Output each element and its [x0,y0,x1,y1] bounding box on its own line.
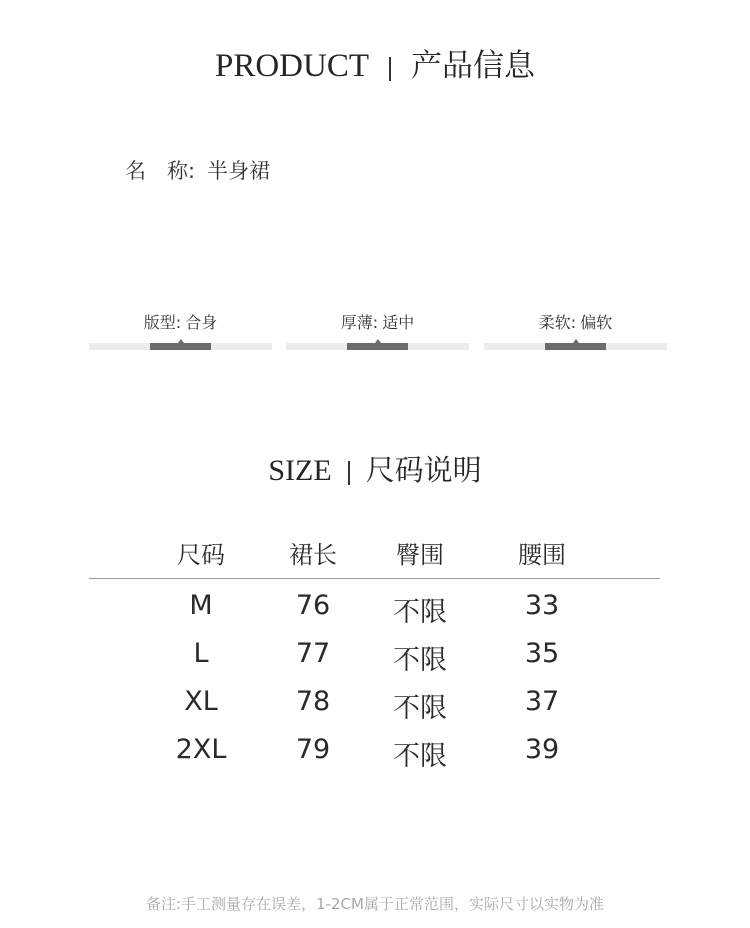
slider-pointer-icon [178,339,184,343]
table-header-size: 尺码 [177,541,225,569]
table-cell: 不限 [393,693,447,724]
table-cell: 33 [524,590,560,621]
table-cell: 76 [295,590,331,621]
table-cell: 不限 [393,597,447,628]
title-separator [389,57,391,81]
table-cell: M [189,590,213,621]
attribute-fit [89,310,272,350]
attribute-label: 厚薄: [340,313,379,332]
size-title-cn: 尺码说明 [365,453,482,487]
slider-pointer-icon [375,339,381,343]
attribute-value: 偏软 [580,313,613,332]
size-section-title [0,448,750,489]
attribute-slider-track [286,343,469,350]
product-title-en: PRODUCT [214,48,370,84]
attribute-slider-fill [545,343,606,350]
measurement-footnote: 备注:手工测量存在误差，1-2CM属于正常范围，实际尺寸以实物为准 [146,895,604,913]
table-header-waist: 腰围 [518,541,566,569]
slider-pointer-icon [573,339,579,343]
table-cell: XL [184,686,218,717]
product-name-row [125,155,270,185]
product-section-title [0,40,750,85]
table-cell: 37 [524,686,560,717]
attribute-slider-fill [150,343,211,350]
attribute-label: 柔软: [538,313,577,332]
table-cell: 79 [295,734,331,765]
size-title-en: SIZE [268,454,332,487]
attribute-softness [484,310,667,350]
attribute-value: 合身 [185,313,218,332]
attribute-text [89,310,272,333]
table-header-length: 裙长 [289,541,337,569]
product-title-cn: 产品信息 [411,48,536,84]
table-cell: 不限 [393,741,447,772]
attribute-value: 适中 [382,313,415,332]
table-cell: 77 [295,638,331,669]
table-cell: 78 [295,686,331,717]
product-name-value: 半身裙 [207,159,271,183]
table-cell: 2XL [175,734,227,765]
attribute-slider-track [89,343,272,350]
product-name-label: 名 称: [125,159,196,183]
table-cell: L [193,638,209,669]
attribute-text [286,310,469,333]
table-cell: 39 [524,734,560,765]
table-cell: 不限 [393,645,447,676]
attribute-label: 版型: [143,313,182,332]
attribute-slider-fill [347,343,408,350]
table-cell: 35 [524,638,560,669]
attribute-text [484,310,667,333]
table-divider [89,578,660,579]
table-header-hip: 臀围 [396,541,444,569]
title-separator [348,461,350,485]
attribute-slider-track [484,343,667,350]
attribute-thickness [286,310,469,350]
